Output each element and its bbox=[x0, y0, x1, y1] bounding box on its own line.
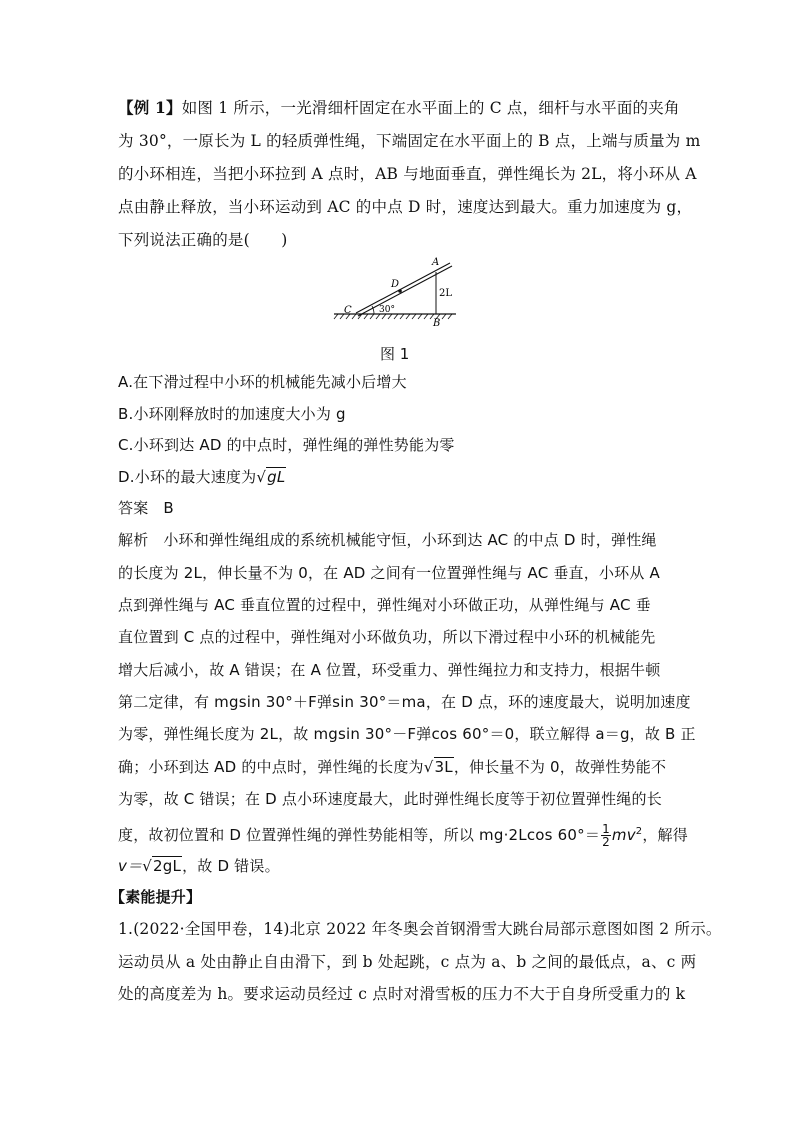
label-b: B bbox=[433, 318, 441, 329]
figure-1-diagram bbox=[330, 256, 460, 336]
solution-line-8: 确；小环到达 AD 的中点时，弹性绳的长度为√3L，伸长量不为 0，故弹性势能不 bbox=[118, 758, 667, 776]
example-line-4: 点由静止释放，当小环运动到 AC 的中点 D 时，速度达到最大。重力加速度为 g， bbox=[118, 198, 693, 216]
label-angle: 30° bbox=[379, 305, 395, 315]
solution-line-2: 的长度为 2L，伸长量不为 0，在 AD 之间有一位置弹性绳与 AC 垂直，小环从 A bbox=[118, 564, 660, 582]
solution-line-10: 度，故初位置和 D 位置弹性绳的弹性势能相等，所以 mg·2Lcos 60°＝ $\frac{1}{2}$ $mv^2$，解得 bbox=[118, 822, 688, 849]
section-title: 【素能提升】 bbox=[110, 888, 202, 906]
solution-radicand-3l: 3L bbox=[434, 758, 453, 776]
option-a: A.在下滑过程中小环的机械能先减小后增大 bbox=[118, 373, 407, 391]
problem-line-2: 运动员从 a 处由静止自由滑下，到 b 处起跳，c 点为 a、b 之间的最低点，a、c 两 bbox=[118, 953, 697, 971]
fraction-one-half: $\frac{1}{2}$ bbox=[602, 822, 610, 849]
example-line-1: 【例 1】如图 1 所示，一光滑细杆固定在水平面上的 C 点，细杆与水平面的夹角 bbox=[118, 98, 680, 117]
option-d: D.小环的最大速度为√gL bbox=[118, 468, 286, 486]
answer-value: B bbox=[163, 499, 174, 517]
solution-line-1: 解析 小环和弹性绳组成的系统机械能守恒，小环到达 AC 的中点 D 时，弹性绳 bbox=[118, 531, 657, 549]
rod-line-upper bbox=[358, 266, 452, 316]
figure-1-caption: 图 1 bbox=[380, 345, 410, 363]
option-b: B.小环刚释放时的加速度大小为 g bbox=[118, 405, 346, 423]
example-line-2: 为 30°，一原长为 L 的轻质弹性绳，下端固定在水平面上的 B 点，上端与质量为 m bbox=[118, 132, 701, 150]
solution-line-5: 增大后减小，故 A 错误；在 A 位置，环受重力、弹性绳拉力和支持力，根据牛顿 bbox=[118, 661, 661, 679]
option-d-radicand: gL bbox=[267, 468, 286, 486]
solution-line-7: 为零，弹性绳长度为 2L，故 mgsin 30°－F弹cos 60°＝0，联立解得 a＝g，故 B 正 bbox=[118, 725, 696, 743]
problem-line-1: 1.(2022·全国甲卷，14)北京 2022 年冬奥会首钢滑雪大跳台局部示意图如图 2 所示。 bbox=[118, 920, 722, 938]
label-length: 2L bbox=[439, 288, 453, 299]
example-line-3: 的小环相连，当把小环拉到 A 点时，AB 与地面垂直，弹性绳长为 2L，将小环从 A bbox=[118, 165, 697, 183]
label-c: C bbox=[344, 305, 352, 316]
label-d: D bbox=[391, 279, 400, 290]
solution-line-9: 为零，故 C 错误；在 D 点小环速度最大，此时弹性绳长度等于初位置弹性绳的长 bbox=[118, 790, 662, 808]
problem-line-3: 处的高度差为 h。要求运动员经过 c 点时对滑雪板的压力不大于自身所受重力的 k bbox=[118, 985, 686, 1003]
solution-line-6: 第二定律，有 mgsin 30°＋F弹sin 30°＝ma，在 D 点，环的速度最大，说明加速度 bbox=[118, 693, 691, 711]
solution-label: 解析 bbox=[118, 531, 149, 549]
answer-line bbox=[118, 497, 678, 519]
example-line-5: 下列说法正确的是( ) bbox=[118, 231, 288, 249]
example-tag: 【例 1】 bbox=[118, 98, 182, 117]
solution-line-11: v＝√2gL，故 D 错误。 bbox=[118, 857, 280, 875]
solution-radicand-2gl: 2gL bbox=[153, 857, 182, 875]
solution-line-3: 点到弹性绳与 AC 垂直位置的过程中，弹性绳对小环做正功，从弹性绳与 AC 垂 bbox=[118, 596, 651, 614]
option-c: C.小环到达 AD 的中点时，弹性绳的弹性势能为零 bbox=[118, 436, 455, 454]
answer-label: 答案 bbox=[118, 499, 149, 517]
label-a: A bbox=[432, 257, 440, 268]
solution-line-4: 直位置到 C 点的过程中，弹性绳对小环做负功，所以下滑过程中小环的机械能先 bbox=[118, 628, 656, 646]
